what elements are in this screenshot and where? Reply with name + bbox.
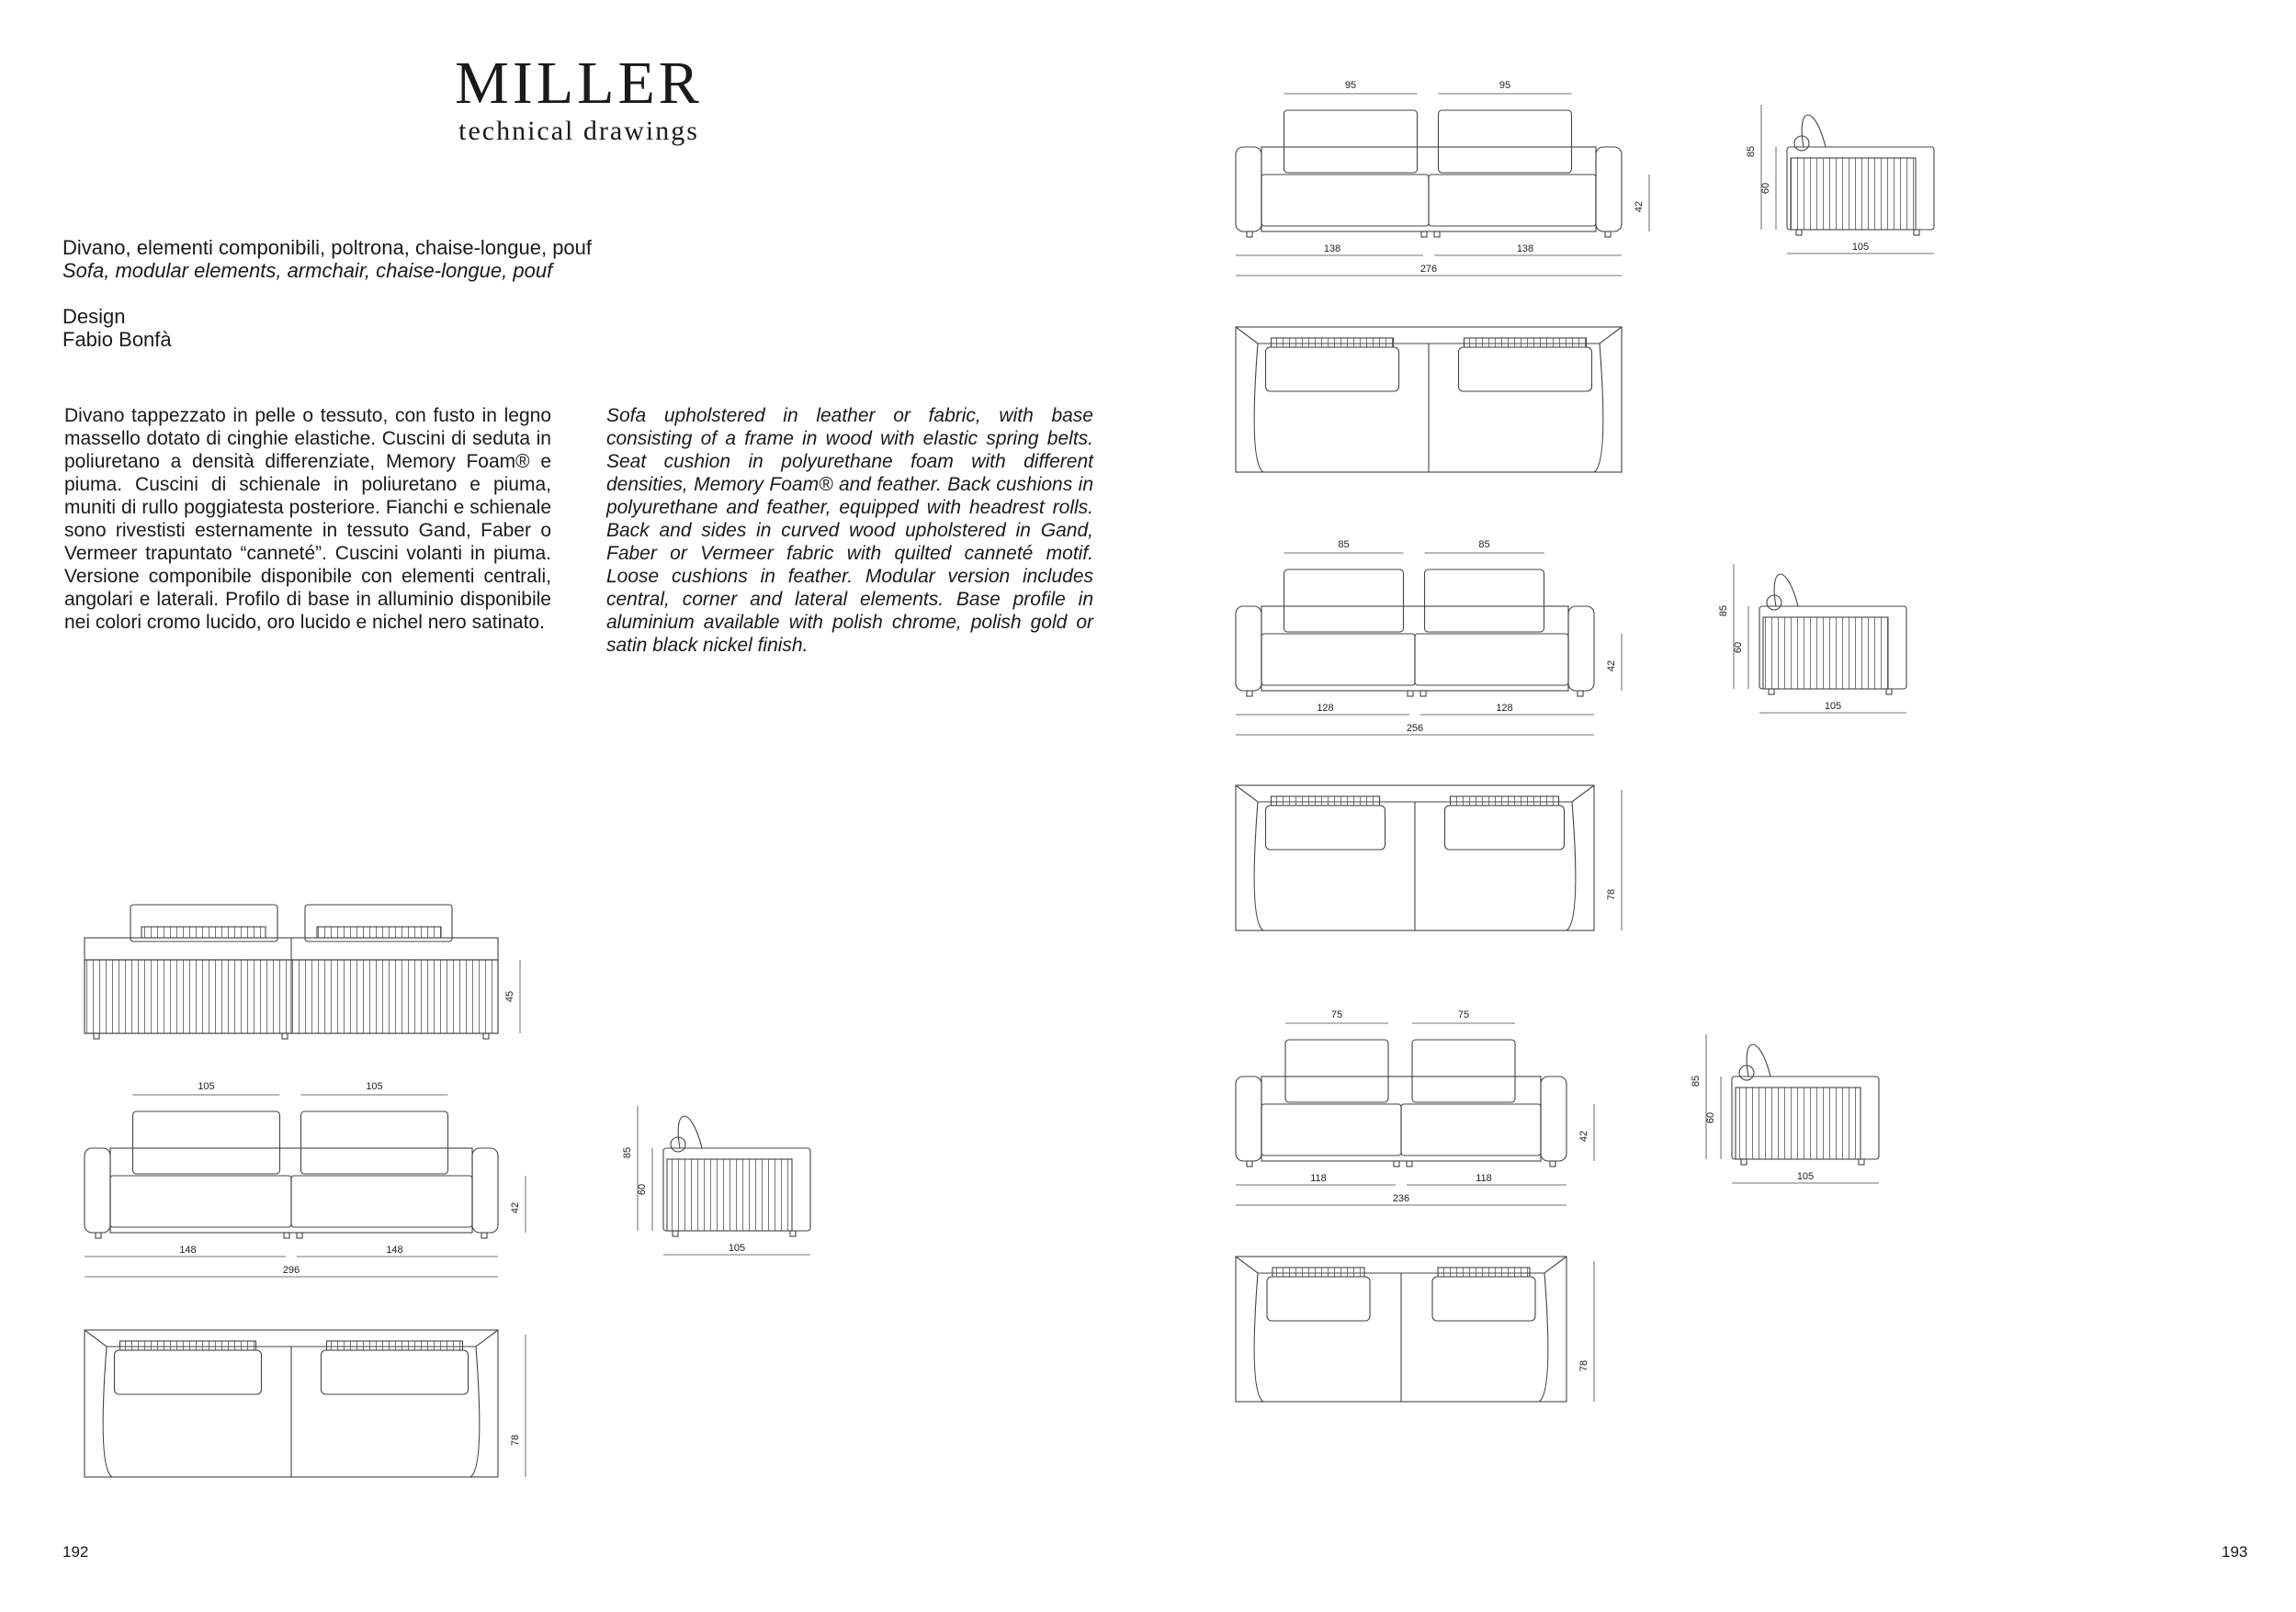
dimension-label: 105 [1851, 242, 1870, 253]
dimension-label: 118 [1310, 1173, 1327, 1184]
seat-cushion [1261, 1104, 1401, 1155]
plan-arm [1539, 1273, 1548, 1402]
quilted-panel [1791, 158, 1916, 230]
dimension-label: 60 [1760, 182, 1771, 195]
headrest-roll [141, 927, 266, 938]
side-view-236 [1732, 1044, 1879, 1165]
seat-cushion [1415, 634, 1568, 685]
back-cushion [1425, 569, 1544, 632]
headrest-roll [120, 1341, 256, 1350]
headrest-roll [1794, 136, 1809, 151]
dimension-label: 95 [1344, 80, 1357, 91]
loose-cushion [1267, 1277, 1370, 1321]
dimension-label: 85 [1691, 1075, 1702, 1088]
foot [1421, 231, 1427, 237]
dimension-label: 85 [1478, 539, 1490, 550]
dimension-label: 128 [1496, 703, 1513, 714]
dimension-label: 276 [1419, 264, 1438, 275]
back-cushion [1284, 110, 1418, 173]
back-cushion-profile [1747, 1044, 1770, 1077]
foot [1550, 1161, 1555, 1167]
arm [1568, 606, 1594, 691]
back-cushion [1284, 569, 1404, 632]
arm [85, 1148, 110, 1233]
dimension-label: 105 [1824, 701, 1842, 712]
foot [673, 1231, 678, 1236]
side-view-256 [1759, 574, 1906, 694]
headrest-roll [1767, 595, 1781, 610]
dimension-label: 128 [1317, 703, 1334, 714]
design-label: Design [62, 305, 126, 328]
plan-arm [1566, 802, 1576, 930]
back-cushion [1439, 110, 1572, 173]
back-cushion [301, 1111, 448, 1174]
page-number-left: 192 [62, 1543, 89, 1561]
foot [481, 1233, 487, 1238]
dimension-label: 105 [198, 1081, 215, 1092]
side-view-276 [1787, 115, 1934, 235]
back-cushion-profile [678, 1116, 702, 1148]
plan-view-296 [85, 1330, 498, 1477]
foot [1407, 1161, 1412, 1167]
page-number-right: 193 [2222, 1543, 2248, 1561]
page-subtitle: technical drawings [458, 116, 699, 146]
loose-cushion [115, 1350, 262, 1394]
dimension-label: 42 [510, 1201, 521, 1214]
dimension-label: 78 [1606, 888, 1617, 901]
foot [1420, 691, 1426, 696]
seat-cushion [110, 1176, 291, 1227]
dimension-label: 236 [1392, 1193, 1410, 1204]
dimension-label: 78 [1578, 1359, 1589, 1372]
plan-arm [470, 1347, 480, 1477]
product-description-en: Sofa, modular elements, armchair, chaise-longue, pouf [62, 259, 553, 282]
plan-arm [1254, 344, 1263, 472]
plan-arm [1254, 1273, 1263, 1402]
dimension-label: 60 [1705, 1111, 1716, 1124]
loose-cushion [1266, 347, 1399, 391]
headrest-roll [671, 1137, 685, 1152]
headrest-roll [317, 927, 441, 938]
description-italian: Divano tappezzato in pelle o tessuto, con fusto in legno massello dotato di cinghie elastiche. Cuscini di seduta in poliuretano a densità differenziate, Memory Foam® e piuma. Cuscini di schienale in poliuretano e piuma, muniti di rullo poggiatesta posteriore. Fianchi e schienale sono rivestisti esternamente in tessuto Gand, Faber o Vermeer trapuntato “canneté”. Cuscini volanti in piuma. Versione componibile disponibile con elementi centrali, angolari e laterali. Profilo di base in alluminio disponibile nei colori cromo lucido, oro lucido e nichel nero satinato. [64, 405, 551, 633]
dimension-label: 42 [1578, 1130, 1589, 1143]
dimension-label: 105 [1796, 1171, 1815, 1182]
quilted-panel [1736, 1088, 1861, 1159]
dimension-label: 85 [622, 1146, 633, 1159]
arm [1236, 1077, 1261, 1161]
dimension-label: 148 [179, 1245, 197, 1256]
plan-view-276 [1236, 327, 1622, 472]
dimension-label: 105 [366, 1081, 383, 1092]
dimension-label: 256 [1406, 723, 1424, 734]
back-view-296 [85, 905, 498, 1039]
back-cushion [1412, 1040, 1515, 1102]
seat-cushion [1429, 175, 1596, 226]
quilted-panel [667, 1159, 792, 1231]
foot [483, 1033, 489, 1039]
foot [1769, 689, 1774, 694]
seat-cushion [291, 1176, 472, 1227]
headrest-roll [1438, 1268, 1530, 1277]
front-view-256 [1236, 569, 1594, 696]
seat-cushion [1261, 175, 1429, 226]
headrest-roll [1465, 338, 1587, 347]
dimension-label: 105 [728, 1243, 746, 1254]
foot [790, 1231, 796, 1236]
headrest-roll [1451, 796, 1559, 806]
description-english: Sofa upholstered in leather or fabric, with base consisting of a frame in wood with elastic spring belts. Seat cushion in polyurethane foam with different densities, Memory Foam® and feather. Back cushions in polyurethane and feather, equipped with headrest rolls. Back and sides in curved wood upholstered in Gand, Faber or Vermeer fabric with quilted canneté motif. Loose cushions in feather. Modular version includes central, corner and lateral elements. Base profile in aluminium available with polish chrome, polish gold or satin black nickel finish. [606, 405, 1093, 656]
foot [1796, 230, 1802, 235]
foot [1605, 231, 1611, 237]
foot [284, 1233, 289, 1238]
front-view-236 [1236, 1040, 1566, 1167]
dimension-label: 78 [510, 1434, 521, 1447]
back-cushion [1285, 1040, 1388, 1102]
headrest-roll [1272, 796, 1380, 806]
foot [1408, 691, 1413, 696]
arm [1236, 147, 1261, 231]
arm [1596, 147, 1622, 231]
foot [1247, 691, 1252, 696]
foot [1914, 230, 1919, 235]
foot [96, 1233, 101, 1238]
dimension-label: 60 [637, 1183, 648, 1196]
front-view-296 [85, 1111, 498, 1238]
arm [1541, 1077, 1566, 1161]
plan-arm [1254, 802, 1263, 930]
foot [297, 1233, 302, 1238]
dimension-label: 138 [1516, 243, 1534, 254]
foot [282, 1033, 288, 1039]
dimension-label: 42 [1634, 200, 1645, 213]
dimension-label: 85 [1718, 604, 1729, 617]
back-cushion-profile [1802, 115, 1826, 147]
side-view-296 [663, 1116, 810, 1236]
loose-cushion [1445, 806, 1565, 850]
headrest-roll [1739, 1065, 1754, 1080]
arm [472, 1148, 498, 1233]
dimension-label: 296 [282, 1265, 300, 1276]
foot [1741, 1159, 1747, 1165]
headrest-roll [1272, 338, 1394, 347]
dimension-label: 138 [1323, 243, 1341, 254]
dimension-label: 118 [1476, 1173, 1492, 1184]
loose-cushion [1459, 347, 1592, 391]
headrest-roll [1272, 1268, 1364, 1277]
dimension-label: 148 [386, 1245, 403, 1256]
arm [1236, 606, 1261, 691]
foot [1434, 231, 1440, 237]
plan-arm [1594, 344, 1603, 472]
plan-view-256 [1236, 785, 1594, 930]
loose-cushion [322, 1350, 469, 1394]
foot [1886, 689, 1892, 694]
seat-cushion [1401, 1104, 1541, 1155]
loose-cushion [1266, 806, 1386, 850]
foot [1247, 231, 1252, 237]
headrest-roll [327, 1341, 463, 1350]
front-view-276 [1236, 110, 1622, 237]
foot [1859, 1159, 1864, 1165]
dimension-label: 85 [1746, 145, 1757, 158]
dimension-label: 85 [1338, 539, 1350, 550]
dimension-label: 45 [504, 990, 515, 1003]
dimension-label: 95 [1499, 80, 1511, 91]
foot [1578, 691, 1583, 696]
dimension-label: 75 [1457, 1009, 1470, 1020]
back-cushion-profile [1774, 574, 1798, 606]
dimension-label: 42 [1606, 659, 1617, 672]
designer-name: Fabio Bonfà [62, 328, 172, 351]
back-cushion [133, 1111, 280, 1174]
foot [1247, 1161, 1252, 1167]
product-description-it: Divano, elementi componibili, poltrona, chaise-longue, pouf [62, 236, 593, 259]
loose-cushion [1432, 1277, 1535, 1321]
plan-view-236 [1236, 1257, 1566, 1402]
foot [1394, 1161, 1399, 1167]
quilted-panel [1763, 617, 1888, 689]
foot [94, 1033, 99, 1039]
seat-cushion [1261, 634, 1415, 685]
plan-arm [103, 1347, 112, 1477]
page-title: MILLER [455, 50, 703, 117]
dimension-label: 60 [1733, 641, 1744, 654]
dimension-label: 75 [1330, 1009, 1343, 1020]
